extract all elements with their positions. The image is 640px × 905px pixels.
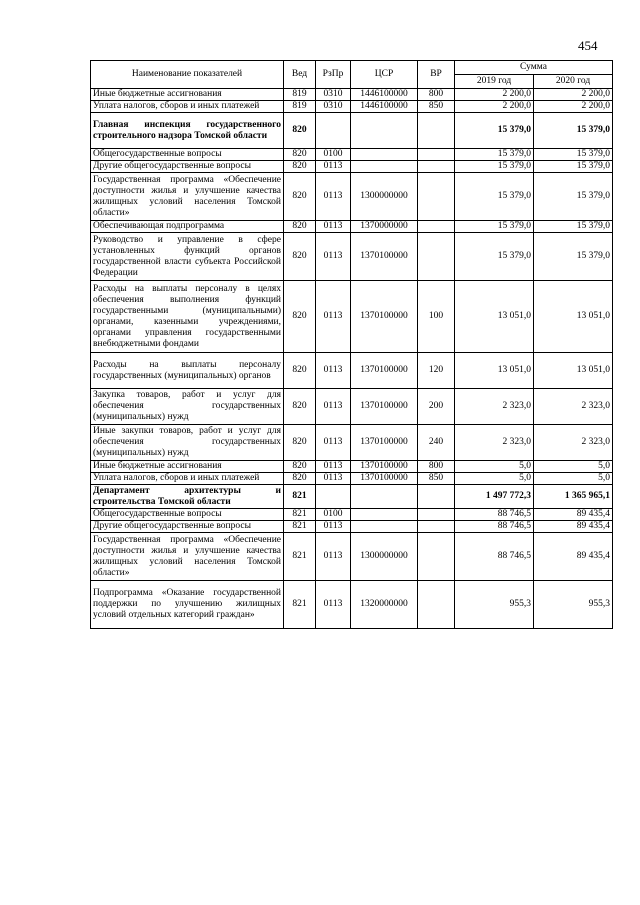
table-row xyxy=(91,113,613,149)
row-name: Руководство и управление в сфере установленных функций органов государственной власти субъекта Российской Федерации xyxy=(91,233,284,281)
table-row xyxy=(91,473,613,485)
row-csr: 1370000000 xyxy=(351,221,418,233)
row-rzpr: 0113 xyxy=(316,173,351,221)
row-vr: 200 xyxy=(418,389,455,425)
row-csr: 1370100000 xyxy=(351,473,418,485)
row-sum-2020: 15 379,0 xyxy=(534,161,613,173)
row-vr xyxy=(418,233,455,281)
row-csr: 1320000000 xyxy=(351,581,418,629)
row-csr xyxy=(351,521,418,533)
header-year-2020: 2020 год xyxy=(534,75,613,89)
row-csr xyxy=(351,509,418,521)
row-ved: 821 xyxy=(284,509,316,521)
row-sum-2020: 89 435,4 xyxy=(534,509,613,521)
row-name: Закупка товаров, работ и услуг для обеспечения государственных (муниципальных) нужд xyxy=(91,389,284,425)
row-sum-2020: 5,0 xyxy=(534,461,613,473)
table-row xyxy=(91,173,613,221)
row-sum-2019: 13 051,0 xyxy=(455,353,534,389)
header-ved: Вед xyxy=(284,61,316,89)
row-sum-2020: 15 379,0 xyxy=(534,113,613,149)
row-csr: 1370100000 xyxy=(351,281,418,353)
row-ved: 820 xyxy=(284,353,316,389)
row-vr: 120 xyxy=(418,353,455,389)
row-name: Общегосударственные вопросы xyxy=(91,149,284,161)
row-ved: 820 xyxy=(284,221,316,233)
row-rzpr: 0100 xyxy=(316,149,351,161)
header-vr: ВР xyxy=(418,61,455,89)
table-row xyxy=(91,149,613,161)
row-vr xyxy=(418,221,455,233)
row-sum-2020: 2 323,0 xyxy=(534,425,613,461)
row-sum-2019: 15 379,0 xyxy=(455,161,534,173)
row-rzpr: 0113 xyxy=(316,161,351,173)
row-name: Общегосударственные вопросы xyxy=(91,509,284,521)
row-csr: 1370100000 xyxy=(351,389,418,425)
row-name: Другие общегосударственные вопросы xyxy=(91,161,284,173)
row-sum-2020: 89 435,4 xyxy=(534,521,613,533)
row-ved: 821 xyxy=(284,521,316,533)
row-ved: 819 xyxy=(284,101,316,113)
page-number: 454 xyxy=(578,38,598,53)
table-row xyxy=(91,581,613,629)
row-ved: 820 xyxy=(284,233,316,281)
row-sum-2020: 2 200,0 xyxy=(534,89,613,101)
row-sum-2019: 1 497 772,3 xyxy=(455,485,534,509)
row-name: Уплата налогов, сборов и иных платежей xyxy=(91,473,284,485)
row-rzpr: 0113 xyxy=(316,221,351,233)
row-name: Государственная программа «Обеспечение доступности жилья и улучшение качества жилищных условий населения Томской области» xyxy=(91,173,284,221)
row-rzpr: 0113 xyxy=(316,233,351,281)
row-csr: 1370100000 xyxy=(351,233,418,281)
row-rzpr xyxy=(316,485,351,509)
header-rzpr: РзПр xyxy=(316,61,351,89)
row-ved: 820 xyxy=(284,113,316,149)
row-rzpr: 0113 xyxy=(316,473,351,485)
row-rzpr: 0113 xyxy=(316,389,351,425)
row-csr: 1370100000 xyxy=(351,353,418,389)
row-sum-2020: 955,3 xyxy=(534,581,613,629)
row-rzpr: 0113 xyxy=(316,425,351,461)
row-sum-2020: 15 379,0 xyxy=(534,173,613,221)
row-ved: 821 xyxy=(284,485,316,509)
row-vr xyxy=(418,149,455,161)
row-vr xyxy=(418,581,455,629)
table-row xyxy=(91,461,613,473)
table-row xyxy=(91,485,613,509)
table-header xyxy=(91,61,613,89)
row-csr: 1446100000 xyxy=(351,89,418,101)
row-name: Главная инспекция государственного строительного надзора Томской области xyxy=(91,113,284,149)
row-name: Расходы на выплаты персоналу в целях обеспечения выполнения функций государственными (муниципальными) органами, казенными учреждениями, органами управления государственными внебюджетными фондами xyxy=(91,281,284,353)
row-sum-2020: 15 379,0 xyxy=(534,149,613,161)
row-ved: 820 xyxy=(284,173,316,221)
row-ved: 820 xyxy=(284,281,316,353)
row-rzpr: 0113 xyxy=(316,353,351,389)
table-row xyxy=(91,221,613,233)
row-sum-2020: 15 379,0 xyxy=(534,221,613,233)
row-sum-2019: 15 379,0 xyxy=(455,221,534,233)
row-csr xyxy=(351,149,418,161)
row-name: Государственная программа «Обеспечение доступности жилья и улучшение качества жилищных условий населения Томской области» xyxy=(91,533,284,581)
row-sum-2020: 2 323,0 xyxy=(534,389,613,425)
table-row xyxy=(91,161,613,173)
row-sum-2019: 2 200,0 xyxy=(455,101,534,113)
table-row xyxy=(91,233,613,281)
row-vr xyxy=(418,509,455,521)
row-sum-2019: 13 051,0 xyxy=(455,281,534,353)
row-vr: 850 xyxy=(418,473,455,485)
row-name: Подпрограмма «Оказание государственной поддержки по улучшению жилищных условий отдельных категорий граждан» xyxy=(91,581,284,629)
row-ved: 820 xyxy=(284,149,316,161)
row-name: Обеспечивающая подпрограмма xyxy=(91,221,284,233)
row-rzpr: 0113 xyxy=(316,521,351,533)
row-rzpr xyxy=(316,113,351,149)
row-vr xyxy=(418,521,455,533)
row-vr xyxy=(418,485,455,509)
row-rzpr: 0310 xyxy=(316,101,351,113)
row-sum-2019: 15 379,0 xyxy=(455,173,534,221)
row-rzpr: 0113 xyxy=(316,281,351,353)
row-rzpr: 0310 xyxy=(316,89,351,101)
table-row xyxy=(91,521,613,533)
header-year-2019: 2019 год xyxy=(455,75,534,89)
header-sum: Сумма xyxy=(455,61,613,75)
table-row xyxy=(91,281,613,353)
row-name: Уплата налогов, сборов и иных платежей xyxy=(91,101,284,113)
table-row xyxy=(91,425,613,461)
row-rzpr: 0113 xyxy=(316,533,351,581)
row-sum-2020: 13 051,0 xyxy=(534,281,613,353)
row-rzpr: 0113 xyxy=(316,581,351,629)
row-ved: 820 xyxy=(284,425,316,461)
row-vr xyxy=(418,113,455,149)
row-rzpr: 0113 xyxy=(316,461,351,473)
row-sum-2019: 15 379,0 xyxy=(455,113,534,149)
row-sum-2019: 88 746,5 xyxy=(455,533,534,581)
row-vr xyxy=(418,161,455,173)
row-vr xyxy=(418,173,455,221)
row-name: Иные закупки товаров, работ и услуг для обеспечения государственных (муниципальных) нужд xyxy=(91,425,284,461)
row-sum-2019: 2 323,0 xyxy=(455,389,534,425)
row-csr xyxy=(351,113,418,149)
row-ved: 820 xyxy=(284,473,316,485)
row-csr: 1300000000 xyxy=(351,173,418,221)
row-vr: 800 xyxy=(418,89,455,101)
row-ved: 820 xyxy=(284,461,316,473)
row-csr xyxy=(351,161,418,173)
row-csr: 1370100000 xyxy=(351,461,418,473)
row-csr: 1300000000 xyxy=(351,533,418,581)
table-row xyxy=(91,533,613,581)
table-row xyxy=(91,353,613,389)
row-sum-2020: 13 051,0 xyxy=(534,353,613,389)
row-csr: 1446100000 xyxy=(351,101,418,113)
table-row xyxy=(91,389,613,425)
row-vr: 100 xyxy=(418,281,455,353)
row-sum-2019: 5,0 xyxy=(455,473,534,485)
row-sum-2019: 2 323,0 xyxy=(455,425,534,461)
row-sum-2020: 1 365 965,1 xyxy=(534,485,613,509)
row-ved: 820 xyxy=(284,389,316,425)
row-name: Расходы на выплаты персоналу государственных (муниципальных) органов xyxy=(91,353,284,389)
row-sum-2020: 5,0 xyxy=(534,473,613,485)
row-sum-2020: 89 435,4 xyxy=(534,533,613,581)
row-sum-2020: 2 200,0 xyxy=(534,101,613,113)
row-ved: 819 xyxy=(284,89,316,101)
table-row xyxy=(91,101,613,113)
row-sum-2019: 955,3 xyxy=(455,581,534,629)
row-sum-2019: 2 200,0 xyxy=(455,89,534,101)
row-ved: 820 xyxy=(284,161,316,173)
row-vr: 240 xyxy=(418,425,455,461)
row-vr xyxy=(418,533,455,581)
header-name: Наименование показателей xyxy=(91,61,284,89)
header-csr: ЦСР xyxy=(351,61,418,89)
row-name: Иные бюджетные ассигнования xyxy=(91,89,284,101)
row-sum-2019: 88 746,5 xyxy=(455,521,534,533)
row-ved: 821 xyxy=(284,581,316,629)
table-row xyxy=(91,509,613,521)
row-vr: 800 xyxy=(418,461,455,473)
budget-table xyxy=(90,60,613,629)
row-rzpr: 0100 xyxy=(316,509,351,521)
row-sum-2020: 15 379,0 xyxy=(534,233,613,281)
row-name: Иные бюджетные ассигнования xyxy=(91,461,284,473)
row-sum-2019: 5,0 xyxy=(455,461,534,473)
row-csr xyxy=(351,485,418,509)
row-csr: 1370100000 xyxy=(351,425,418,461)
row-ved: 821 xyxy=(284,533,316,581)
row-sum-2019: 15 379,0 xyxy=(455,149,534,161)
row-sum-2019: 88 746,5 xyxy=(455,509,534,521)
row-vr: 850 xyxy=(418,101,455,113)
row-name: Другие общегосударственные вопросы xyxy=(91,521,284,533)
row-sum-2019: 15 379,0 xyxy=(455,233,534,281)
row-name: Департамент архитектуры и строительства Томской области xyxy=(91,485,284,509)
table-row xyxy=(91,89,613,101)
